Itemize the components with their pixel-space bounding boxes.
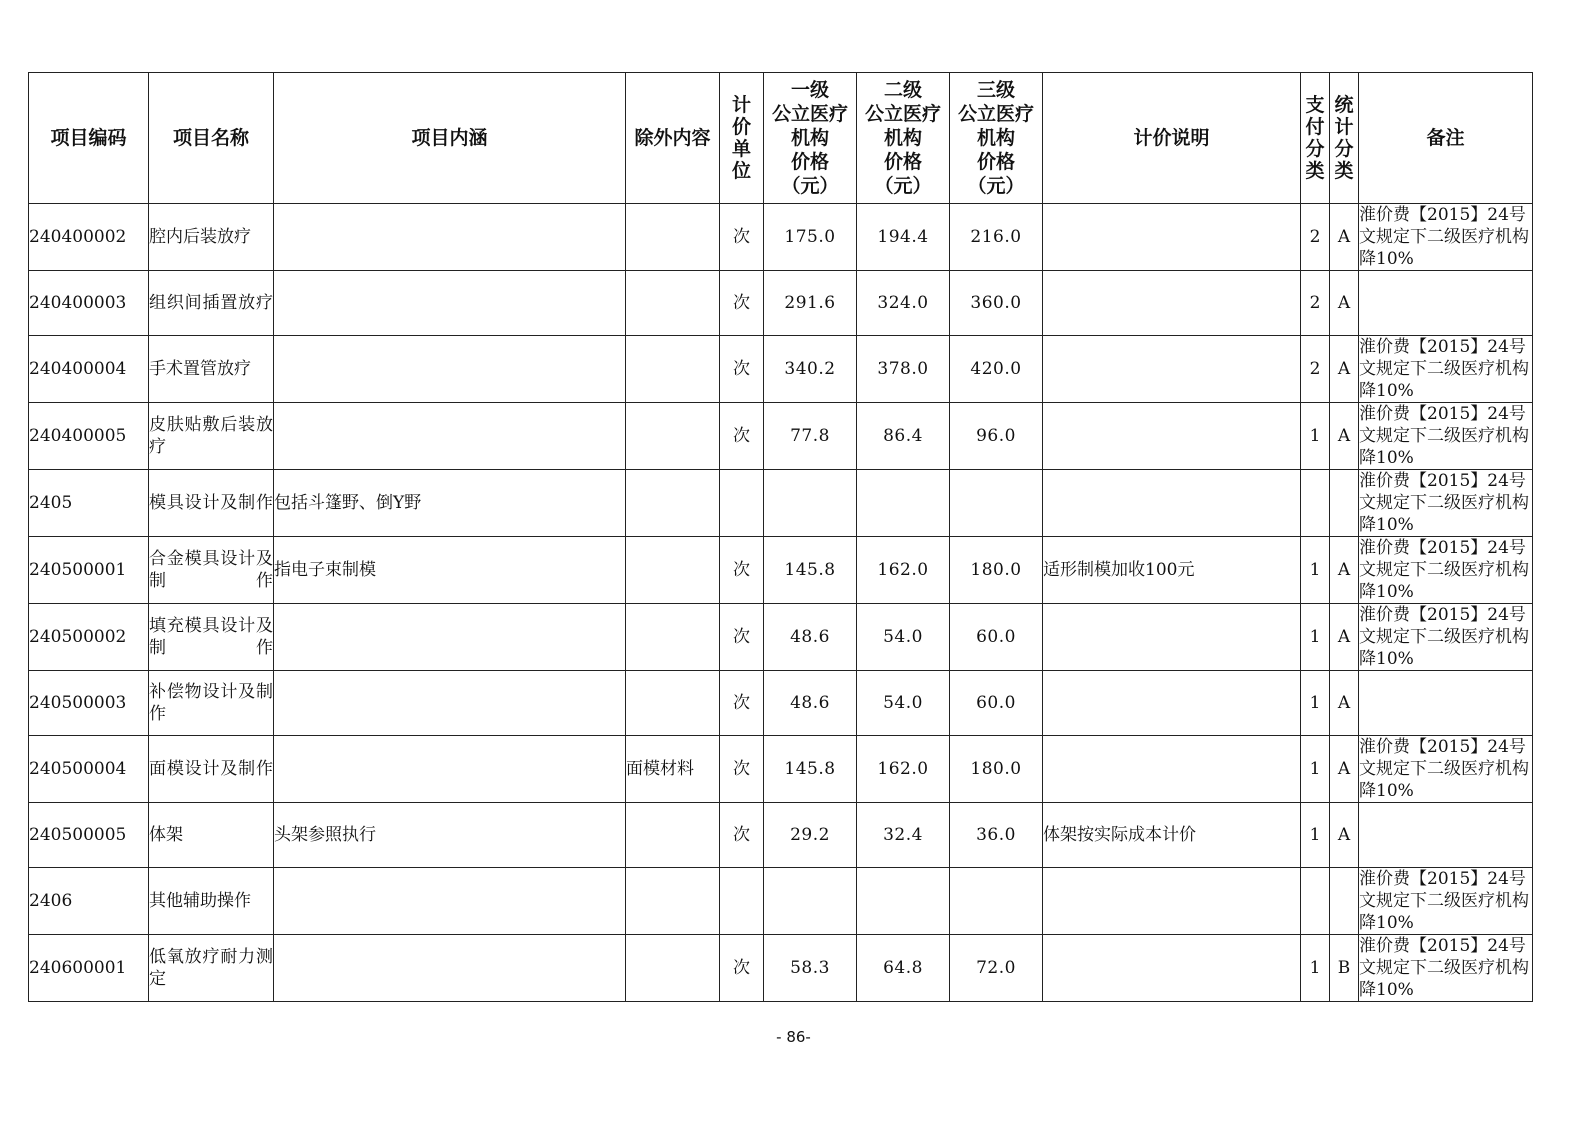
cell-name: 低氧放疗耐力测定 xyxy=(149,935,274,1002)
table-row xyxy=(29,604,1533,671)
cell-excluded xyxy=(626,204,720,271)
cell-price-level3: 60.0 xyxy=(950,604,1043,671)
table-row xyxy=(29,204,1533,271)
cell-code: 240500004 xyxy=(29,736,149,803)
cell-code: 240400004 xyxy=(29,336,149,403)
cell-pricing-note xyxy=(1043,935,1301,1002)
cell-pricing-note xyxy=(1043,403,1301,470)
table-body xyxy=(29,204,1533,1002)
cell-stat-category: A xyxy=(1330,736,1359,803)
cell-price-level1: 77.8 xyxy=(764,403,857,470)
cell-stat-category: A xyxy=(1330,803,1359,868)
cell-excluded: 面模材料 xyxy=(626,736,720,803)
cell-payment-category: 2 xyxy=(1301,204,1330,271)
cell-name: 面模设计及制作 xyxy=(149,736,274,803)
cell-excluded xyxy=(626,868,720,935)
cell-unit: 次 xyxy=(720,204,764,271)
cell-price-level3: 60.0 xyxy=(950,671,1043,736)
cell-stat-category: A xyxy=(1330,604,1359,671)
cell-content xyxy=(274,736,626,803)
cell-code: 240500003 xyxy=(29,671,149,736)
cell-price-level3: 360.0 xyxy=(950,271,1043,336)
cell-price-level2: 194.4 xyxy=(857,204,950,271)
cell-remarks: 淮价费【2015】24号文规定下二级医疗机构降10% xyxy=(1359,204,1533,271)
cell-price-level1: 29.2 xyxy=(764,803,857,868)
cell-price-level2: 54.0 xyxy=(857,671,950,736)
cell-price-level1: 48.6 xyxy=(764,604,857,671)
cell-excluded xyxy=(626,271,720,336)
cell-price-level1 xyxy=(764,470,857,537)
cell-payment-category: 1 xyxy=(1301,671,1330,736)
cell-stat-category: A xyxy=(1330,403,1359,470)
header-payment-category: 支 付 分 类 xyxy=(1301,73,1330,204)
cell-payment-category: 1 xyxy=(1301,604,1330,671)
table-row xyxy=(29,736,1533,803)
cell-remarks: 淮价费【2015】24号文规定下二级医疗机构降10% xyxy=(1359,470,1533,537)
cell-pricing-note xyxy=(1043,336,1301,403)
cell-stat-category: A xyxy=(1330,336,1359,403)
cell-price-level1: 48.6 xyxy=(764,671,857,736)
table-row xyxy=(29,803,1533,868)
cell-pricing-note xyxy=(1043,204,1301,271)
cell-price-level1 xyxy=(764,868,857,935)
cell-name: 手术置管放疗 xyxy=(149,336,274,403)
cell-price-level2: 378.0 xyxy=(857,336,950,403)
header-content: 项目内涵 xyxy=(274,73,626,204)
cell-pricing-note xyxy=(1043,736,1301,803)
cell-price-level3: 36.0 xyxy=(950,803,1043,868)
cell-price-level2: 86.4 xyxy=(857,403,950,470)
cell-payment-category: 1 xyxy=(1301,403,1330,470)
cell-code: 2405 xyxy=(29,470,149,537)
cell-unit: 次 xyxy=(720,271,764,336)
page-number: - 86- xyxy=(776,1028,811,1046)
cell-code: 2406 xyxy=(29,868,149,935)
cell-price-level2: 64.8 xyxy=(857,935,950,1002)
cell-content xyxy=(274,403,626,470)
cell-excluded xyxy=(626,537,720,604)
cell-remarks: 淮价费【2015】24号文规定下二级医疗机构降10% xyxy=(1359,736,1533,803)
table-row xyxy=(29,336,1533,403)
header-code: 项目编码 xyxy=(29,73,149,204)
cell-unit: 次 xyxy=(720,671,764,736)
cell-pricing-note: 体架按实际成本计价 xyxy=(1043,803,1301,868)
table-row xyxy=(29,537,1533,604)
table-row xyxy=(29,935,1533,1002)
cell-price-level3: 420.0 xyxy=(950,336,1043,403)
table-row xyxy=(29,868,1533,935)
cell-unit: 次 xyxy=(720,803,764,868)
cell-payment-category: 1 xyxy=(1301,803,1330,868)
cell-code: 240500001 xyxy=(29,537,149,604)
header-remarks: 备注 xyxy=(1359,73,1533,204)
cell-payment-category: 1 xyxy=(1301,935,1330,1002)
table-row xyxy=(29,403,1533,470)
cell-price-level2: 162.0 xyxy=(857,537,950,604)
cell-payment-category: 2 xyxy=(1301,271,1330,336)
cell-code: 240500002 xyxy=(29,604,149,671)
cell-price-level2: 32.4 xyxy=(857,803,950,868)
cell-price-level1: 58.3 xyxy=(764,935,857,1002)
price-table xyxy=(28,72,1533,1002)
cell-name: 模具设计及制作 xyxy=(149,470,274,537)
header-name: 项目名称 xyxy=(149,73,274,204)
cell-price-level2: 54.0 xyxy=(857,604,950,671)
header-price-level1: 一级 公立医疗 机构 价格 （元） xyxy=(764,73,857,204)
cell-pricing-note xyxy=(1043,271,1301,336)
cell-excluded xyxy=(626,604,720,671)
cell-pricing-note xyxy=(1043,868,1301,935)
cell-name: 腔内后装放疗 xyxy=(149,204,274,271)
cell-name: 合金模具设计及制作 xyxy=(149,537,274,604)
cell-pricing-note: 适形制模加收100元 xyxy=(1043,537,1301,604)
cell-excluded xyxy=(626,336,720,403)
cell-price-level1: 291.6 xyxy=(764,271,857,336)
cell-content: 包括斗篷野、倒Y野 xyxy=(274,470,626,537)
cell-remarks xyxy=(1359,803,1533,868)
cell-remarks xyxy=(1359,271,1533,336)
cell-content xyxy=(274,204,626,271)
cell-price-level1: 340.2 xyxy=(764,336,857,403)
cell-payment-category: 1 xyxy=(1301,736,1330,803)
cell-unit: 次 xyxy=(720,736,764,803)
cell-excluded xyxy=(626,935,720,1002)
cell-payment-category: 2 xyxy=(1301,336,1330,403)
cell-name: 组织间插置放疗 xyxy=(149,271,274,336)
cell-unit: 次 xyxy=(720,604,764,671)
cell-price-level2 xyxy=(857,470,950,537)
cell-content: 头架参照执行 xyxy=(274,803,626,868)
cell-code: 240500005 xyxy=(29,803,149,868)
cell-payment-category xyxy=(1301,868,1330,935)
cell-price-level2: 324.0 xyxy=(857,271,950,336)
cell-remarks: 淮价费【2015】24号文规定下二级医疗机构降10% xyxy=(1359,868,1533,935)
cell-stat-category xyxy=(1330,868,1359,935)
cell-unit: 次 xyxy=(720,935,764,1002)
cell-content: 指电子束制模 xyxy=(274,537,626,604)
cell-unit xyxy=(720,868,764,935)
header-excluded: 除外内容 xyxy=(626,73,720,204)
cell-excluded xyxy=(626,803,720,868)
cell-price-level3: 216.0 xyxy=(950,204,1043,271)
cell-stat-category: A xyxy=(1330,537,1359,604)
cell-remarks: 淮价费【2015】24号文规定下二级医疗机构降10% xyxy=(1359,537,1533,604)
header-unit: 计 价 单 位 xyxy=(720,73,764,204)
cell-unit: 次 xyxy=(720,336,764,403)
cell-code: 240600001 xyxy=(29,935,149,1002)
header-pricing-note: 计价说明 xyxy=(1043,73,1301,204)
cell-code: 240400005 xyxy=(29,403,149,470)
cell-name: 其他辅助操作 xyxy=(149,868,274,935)
cell-price-level3: 180.0 xyxy=(950,736,1043,803)
cell-remarks xyxy=(1359,671,1533,736)
cell-excluded xyxy=(626,403,720,470)
cell-unit: 次 xyxy=(720,537,764,604)
cell-payment-category: 1 xyxy=(1301,537,1330,604)
cell-payment-category xyxy=(1301,470,1330,537)
cell-content xyxy=(274,935,626,1002)
cell-pricing-note xyxy=(1043,604,1301,671)
cell-price-level1: 175.0 xyxy=(764,204,857,271)
cell-excluded xyxy=(626,470,720,537)
cell-remarks: 淮价费【2015】24号文规定下二级医疗机构降10% xyxy=(1359,336,1533,403)
cell-price-level2: 162.0 xyxy=(857,736,950,803)
cell-content xyxy=(274,671,626,736)
cell-content xyxy=(274,271,626,336)
header-price-level2: 二级 公立医疗 机构 价格 （元） xyxy=(857,73,950,204)
cell-price-level2 xyxy=(857,868,950,935)
cell-stat-category xyxy=(1330,470,1359,537)
cell-pricing-note xyxy=(1043,671,1301,736)
header-stat-category: 统 计 分 类 xyxy=(1330,73,1359,204)
cell-excluded xyxy=(626,671,720,736)
cell-stat-category: A xyxy=(1330,271,1359,336)
cell-stat-category: B xyxy=(1330,935,1359,1002)
cell-name: 补偿物设计及制作 xyxy=(149,671,274,736)
header-row xyxy=(29,73,1533,204)
cell-price-level3: 72.0 xyxy=(950,935,1043,1002)
cell-content xyxy=(274,604,626,671)
table-row xyxy=(29,271,1533,336)
cell-price-level3 xyxy=(950,868,1043,935)
cell-unit: 次 xyxy=(720,403,764,470)
cell-name: 皮肤贴敷后装放疗 xyxy=(149,403,274,470)
cell-name: 体架 xyxy=(149,803,274,868)
cell-price-level1: 145.8 xyxy=(764,537,857,604)
table-row xyxy=(29,470,1533,537)
header-price-level3: 三级 公立医疗 机构 价格 （元） xyxy=(950,73,1043,204)
cell-remarks: 淮价费【2015】24号文规定下二级医疗机构降10% xyxy=(1359,604,1533,671)
cell-name: 填充模具设计及制作 xyxy=(149,604,274,671)
cell-price-level3: 96.0 xyxy=(950,403,1043,470)
cell-price-level1: 145.8 xyxy=(764,736,857,803)
cell-stat-category: A xyxy=(1330,671,1359,736)
cell-code: 240400003 xyxy=(29,271,149,336)
cell-remarks: 淮价费【2015】24号文规定下二级医疗机构降10% xyxy=(1359,935,1533,1002)
cell-content xyxy=(274,868,626,935)
cell-code: 240400002 xyxy=(29,204,149,271)
cell-pricing-note xyxy=(1043,470,1301,537)
cell-content xyxy=(274,336,626,403)
cell-stat-category: A xyxy=(1330,204,1359,271)
table-row xyxy=(29,671,1533,736)
cell-unit xyxy=(720,470,764,537)
cell-remarks: 淮价费【2015】24号文规定下二级医疗机构降10% xyxy=(1359,403,1533,470)
cell-price-level3: 180.0 xyxy=(950,537,1043,604)
cell-price-level3 xyxy=(950,470,1043,537)
